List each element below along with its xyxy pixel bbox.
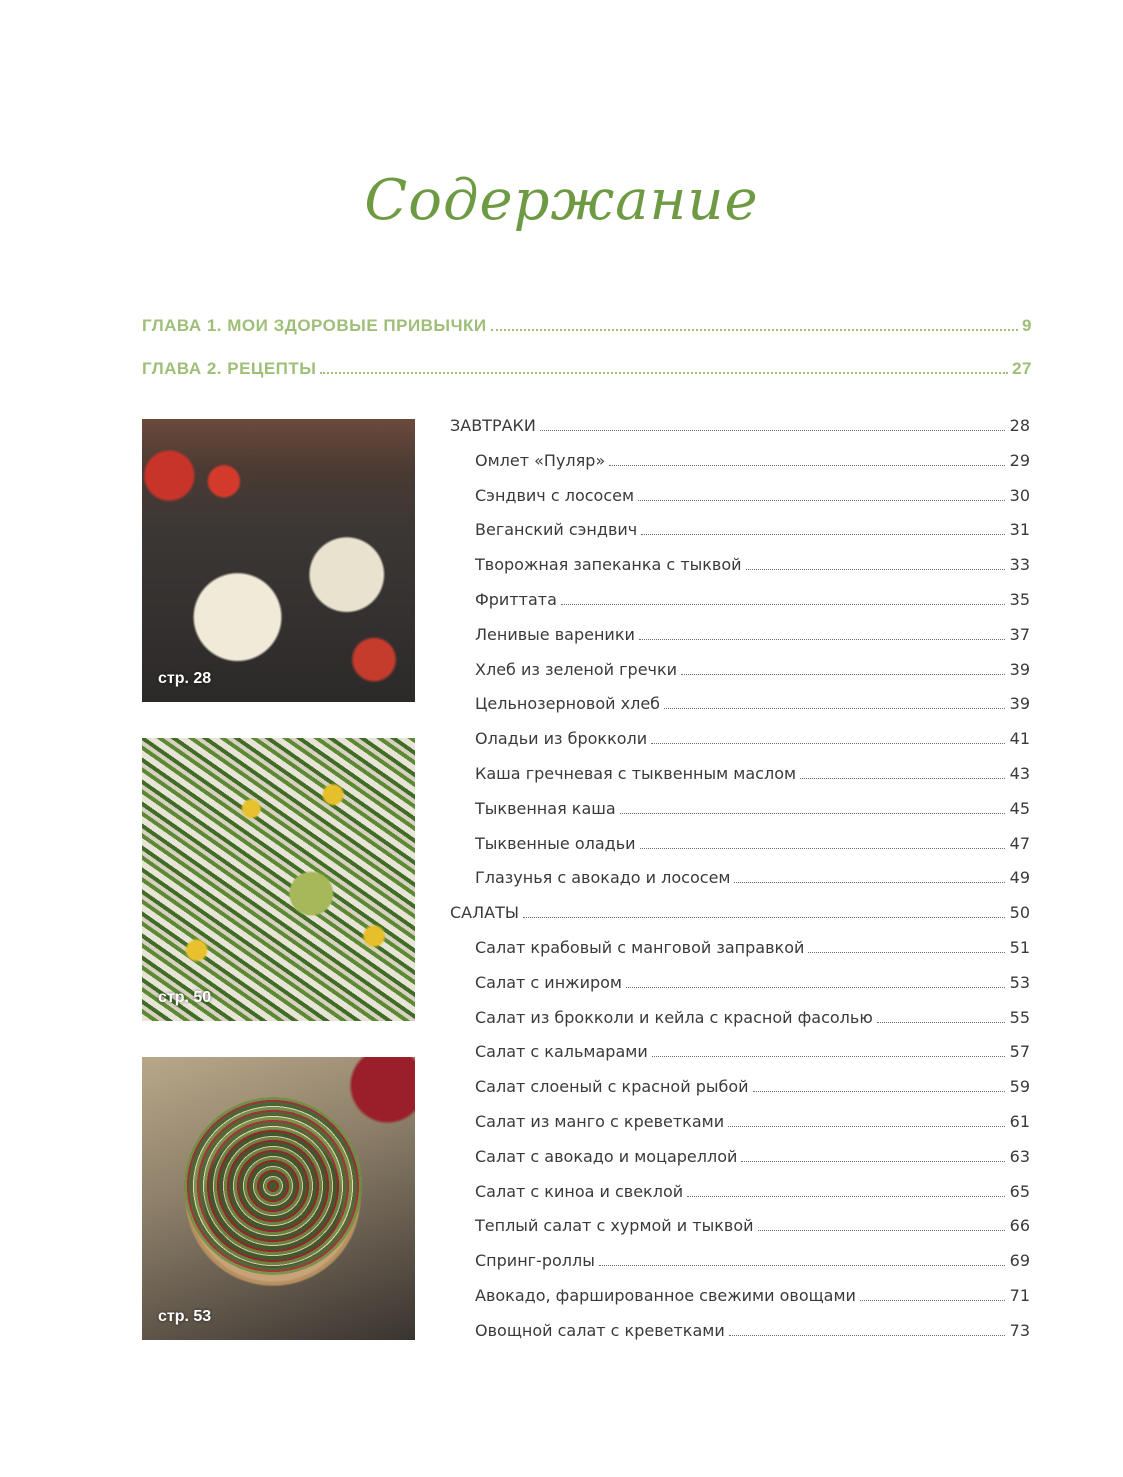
toc-entry[interactable] <box>450 555 1030 590</box>
toc-entry[interactable] <box>450 1147 1030 1182</box>
photo-caption: стр. 50 <box>158 989 212 1006</box>
page-title: Содержание <box>364 168 759 233</box>
toc-entry-page: 37 <box>1009 624 1030 644</box>
dot-leader <box>561 604 1005 605</box>
toc-entry-label: Теплый салат с хурмой и тыквой <box>475 1216 754 1236</box>
toc-entry-label: Салат слоеный с красной рыбой <box>475 1077 749 1097</box>
dot-leader <box>626 987 1005 988</box>
dot-leader <box>652 1056 1005 1057</box>
dot-leader <box>746 569 1005 570</box>
toc-entry-page: 69 <box>1009 1251 1030 1271</box>
dot-leader <box>523 917 1005 918</box>
toc-entry[interactable] <box>450 625 1030 660</box>
chapter-1-entry[interactable] <box>142 316 1032 336</box>
toc-entry[interactable] <box>450 799 1030 834</box>
toc-entry[interactable] <box>450 729 1030 764</box>
dot-leader <box>638 500 1005 501</box>
salad-bowl-image <box>184 1097 362 1275</box>
toc-entry[interactable] <box>450 1251 1030 1286</box>
chapter-1-label: ГЛАВА 1. МОИ ЗДОРОВЫЕ ПРИВЫЧКИ <box>142 316 487 335</box>
dot-leader <box>728 1126 1005 1127</box>
dot-leader <box>664 708 1005 709</box>
toc-entry-page: 39 <box>1009 659 1030 679</box>
toc-entry[interactable] <box>450 486 1030 521</box>
toc-entry[interactable] <box>450 590 1030 625</box>
toc-entry-page: 59 <box>1009 1077 1030 1097</box>
toc-entry-page: 29 <box>1009 450 1030 470</box>
toc-entry[interactable] <box>450 1112 1030 1147</box>
toc-entry-page: 71 <box>1009 1285 1030 1305</box>
toc-entry[interactable] <box>450 834 1030 869</box>
photo-caption: стр. 53 <box>158 1308 212 1325</box>
photo-fig-salad <box>142 1057 415 1340</box>
toc-entry-label: Салат с кальмарами <box>475 1042 648 1062</box>
dot-leader <box>641 534 1004 535</box>
dot-leader <box>800 778 1005 779</box>
toc-entry-label: Спринг-роллы <box>475 1251 595 1271</box>
toc-entry-page: 66 <box>1009 1216 1030 1236</box>
toc-entry-label: Цельнозерновой хлеб <box>475 694 661 714</box>
toc-entry[interactable] <box>450 938 1030 973</box>
toc-entry-page: 47 <box>1009 833 1030 853</box>
toc-entry-label: Салат с авокадо и моцареллой <box>475 1146 738 1166</box>
toc-entry-page: 65 <box>1009 1181 1030 1201</box>
toc-entry[interactable] <box>450 1286 1030 1321</box>
toc-entry-page: 35 <box>1009 589 1030 609</box>
toc-entry-label: Авокадо, фаршированное свежими овощами <box>475 1285 856 1305</box>
toc-entry-label: Творожная запеканка с тыквой <box>475 555 742 575</box>
toc-entry-label: Салат из манго с креветками <box>475 1111 725 1131</box>
photo-caption: стр. 28 <box>158 670 212 687</box>
toc-entry[interactable] <box>450 660 1030 695</box>
toc-entry-page: 57 <box>1009 1042 1030 1062</box>
toc-entry[interactable] <box>450 1008 1030 1043</box>
dot-leader <box>860 1300 1005 1301</box>
toc-entry-page: 49 <box>1009 868 1030 888</box>
chapter-2-label: ГЛАВА 2. РЕЦЕПТЫ <box>142 359 317 378</box>
dot-leader <box>640 848 1005 849</box>
dot-leader <box>741 1161 1004 1162</box>
toc-entry-page: 73 <box>1009 1320 1030 1340</box>
dot-leader <box>540 430 1005 431</box>
toc-entry-label: Фриттата <box>475 589 557 609</box>
toc-entry-page: 51 <box>1009 937 1030 957</box>
dot-leader <box>734 882 1004 883</box>
toc-section-entry[interactable] <box>450 903 1030 938</box>
toc-entry[interactable] <box>450 520 1030 555</box>
toc-entry[interactable] <box>450 868 1030 903</box>
dot-leader <box>609 465 1004 466</box>
toc-entry[interactable] <box>450 1321 1030 1356</box>
chapter-1-page: 9 <box>1022 316 1032 335</box>
toc-entry-label: Веганский сэндвич <box>475 520 638 540</box>
photo-omelette <box>142 419 415 702</box>
toc-entry-label: Омлет «Пуляр» <box>475 450 606 470</box>
dot-leader <box>877 1022 1005 1023</box>
toc-entry[interactable] <box>450 973 1030 1008</box>
toc-entry-page: 30 <box>1009 485 1030 505</box>
toc-entry-label: Овощной салат с креветками <box>475 1320 725 1340</box>
table-of-contents <box>450 416 1030 1356</box>
toc-entry-page: 28 <box>1009 416 1030 435</box>
toc-entry-label: Тыквенная каша <box>475 798 616 818</box>
toc-entry-label: Салат с киноа и свеклой <box>475 1181 684 1201</box>
toc-entry-page: 41 <box>1009 729 1030 749</box>
toc-entry-label: Салат крабовый с манговой заправкой <box>475 937 805 957</box>
toc-entry-label: Хлеб из зеленой гречки <box>475 659 678 679</box>
toc-entry[interactable] <box>450 764 1030 799</box>
toc-entry-label: Сэндвич с лососем <box>475 485 635 505</box>
dot-leader <box>808 952 1004 953</box>
toc-entry-page: 55 <box>1009 1007 1030 1027</box>
toc-entry[interactable] <box>450 451 1030 486</box>
toc-entry-page: 63 <box>1009 1146 1030 1166</box>
toc-entry-page: 39 <box>1009 694 1030 714</box>
dot-leader <box>681 674 1005 675</box>
toc-entry-page: 45 <box>1009 798 1030 818</box>
toc-entry-page: 50 <box>1009 903 1030 923</box>
dot-leader <box>687 1196 1005 1197</box>
toc-entry-page: 31 <box>1009 520 1030 540</box>
dot-leader <box>753 1091 1005 1092</box>
toc-entry[interactable] <box>450 1182 1030 1217</box>
chapter-2-page: 27 <box>1012 359 1032 378</box>
toc-entry-label: САЛАТЫ <box>450 903 519 923</box>
dot-leader <box>758 1230 1005 1231</box>
toc-entry-label: Глазунья с авокадо и лососем <box>475 868 731 888</box>
toc-entry[interactable] <box>450 1042 1030 1077</box>
toc-entry-label: Салат с инжиром <box>475 972 622 992</box>
dot-leader <box>320 372 1008 374</box>
toc-entry-label: Ленивые вареники <box>475 624 635 644</box>
toc-section-entry[interactable] <box>450 416 1030 451</box>
chapter-2-entry[interactable] <box>142 359 1032 379</box>
toc-entry[interactable] <box>450 1216 1030 1251</box>
dot-leader <box>651 743 1004 744</box>
toc-entry-label: Салат из брокколи и кейла с красной фасолью <box>475 1007 873 1027</box>
dot-leader <box>729 1335 1005 1336</box>
dot-leader <box>491 329 1018 331</box>
toc-entry-label: Оладьи из брокколи <box>475 729 648 749</box>
dot-leader <box>620 813 1005 814</box>
toc-entry[interactable] <box>450 1077 1030 1112</box>
toc-entry-label: ЗАВТРАКИ <box>450 416 536 435</box>
toc-entry-page: 53 <box>1009 972 1030 992</box>
dot-leader <box>599 1265 1005 1266</box>
toc-entry-label: Тыквенные оладьи <box>475 833 636 853</box>
photo-crab-salad <box>142 738 415 1021</box>
toc-entry-page: 61 <box>1009 1111 1030 1131</box>
toc-entry[interactable] <box>450 694 1030 729</box>
toc-entry-page: 33 <box>1009 555 1030 575</box>
toc-entry-page: 43 <box>1009 763 1030 783</box>
dot-leader <box>639 639 1005 640</box>
toc-entry-label: Каша гречневая с тыквенным маслом <box>475 763 797 783</box>
